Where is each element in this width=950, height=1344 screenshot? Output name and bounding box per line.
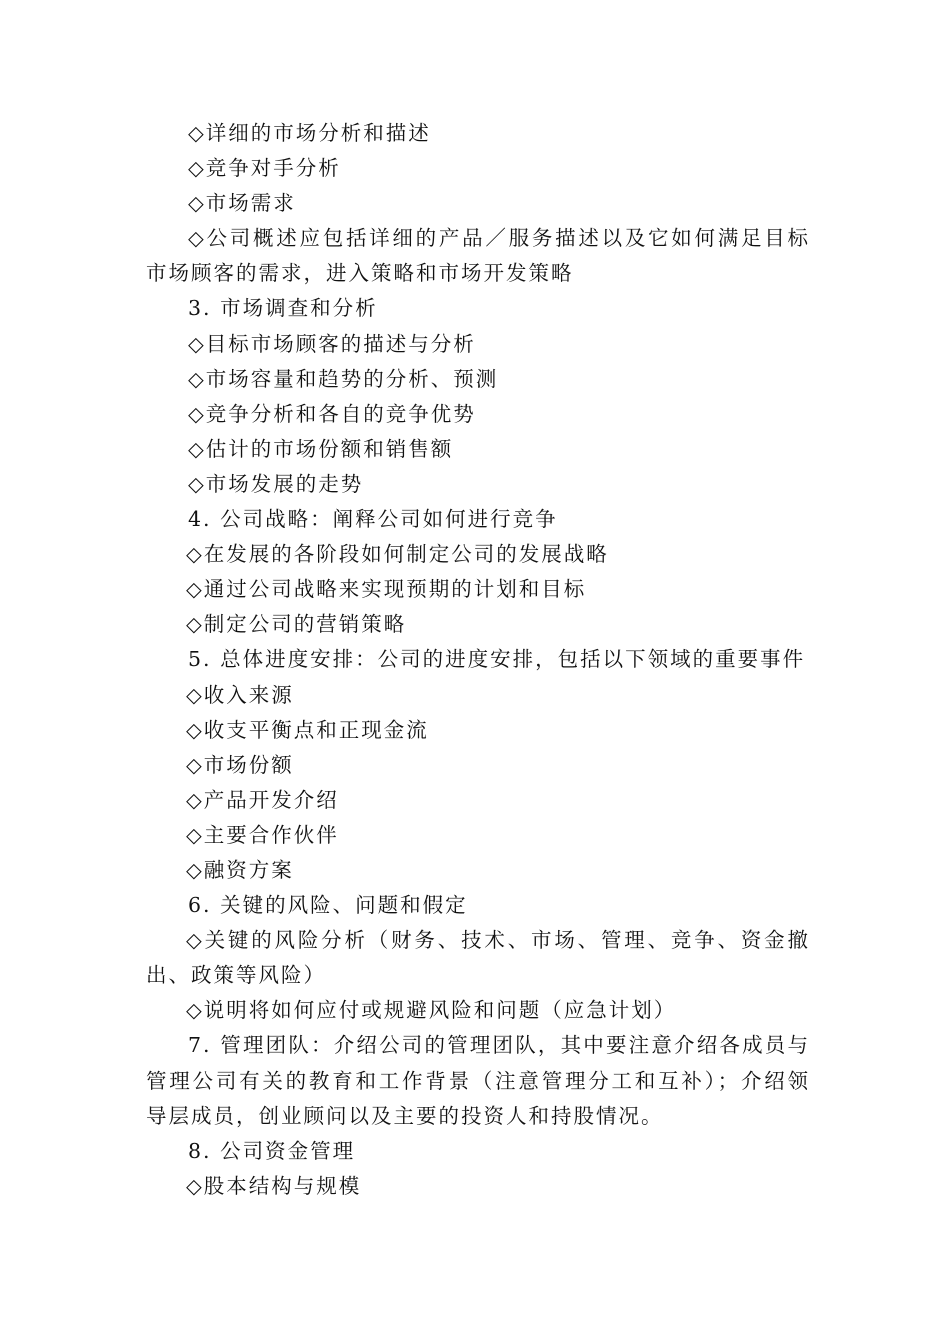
bullet-competitor-analysis: ◇竞争对手分析	[188, 156, 341, 181]
bullet-financing-plan: ◇融资方案	[186, 857, 294, 882]
bullet-revenue-sources: ◇收入来源	[186, 682, 294, 707]
bullet-target-customers: ◇目标市场顾客的描述与分析	[188, 331, 476, 356]
bullet-competitive-advantage: ◇竞争分析和各自的竞争优势	[188, 401, 476, 426]
bullet-marketing-strategy: ◇制定公司的营销策略	[186, 612, 407, 637]
bullet-strategy-goals: ◇通过公司战略来实现预期的计划和目标	[186, 577, 587, 602]
bullet-market-trend: ◇市场发展的走势	[188, 471, 364, 496]
section-heading-5: 5. 总体进度安排：公司的进度安排，包括以下领域的重要事件	[188, 647, 806, 672]
bullet-market-share-sales: ◇估计的市场份额和销售额	[188, 436, 454, 461]
bullet-company-overview: ◇公司概述应包括详细的产品／服务描述以及它如何满足目标市场顾客的需求，进入策略和市场开发策略	[146, 226, 810, 286]
bullet-market-demand: ◇市场需求	[188, 191, 296, 216]
bullet-key-risks: ◇关键的风险分析（财务、技术、市场、管理、竞争、资金撤出、政策等风险）	[146, 928, 810, 988]
bullet-product-development: ◇产品开发介绍	[186, 787, 339, 812]
bullet-risk-response: ◇说明将如何应付或规避风险和问题（应急计划）	[186, 998, 677, 1023]
bullet-market-share: ◇市场份额	[186, 752, 294, 777]
bullet-development-strategy: ◇在发展的各阶段如何制定公司的发展战略	[186, 542, 609, 567]
section-heading-6: 6. 关键的风险、问题和假定	[188, 893, 468, 918]
section-heading-4: 4. 公司战略：阐释公司如何进行竞争	[188, 507, 558, 532]
bullet-equity-structure: ◇股本结构与规模	[186, 1173, 362, 1198]
bullet-market-capacity: ◇市场容量和趋势的分析、预测	[188, 366, 499, 391]
document-body	[146, 116, 810, 1204]
section-heading-3: 3. 市场调查和分析	[188, 296, 378, 321]
section-heading-7-management-team: 7. 管理团队：介绍公司的管理团队，其中要注意介绍各成员与管理公司有关的教育和工作背景（注意管理分工和互补）；介绍领导层成员，创业顾问以及主要的投资人和持股情况。	[146, 1033, 810, 1128]
bullet-market-analysis: ◇详细的市场分析和描述	[188, 121, 431, 145]
bullet-break-even: ◇收支平衡点和正现金流	[186, 717, 429, 742]
section-heading-8: 8. 公司资金管理	[188, 1138, 356, 1163]
bullet-partners: ◇主要合作伙伴	[186, 822, 339, 847]
